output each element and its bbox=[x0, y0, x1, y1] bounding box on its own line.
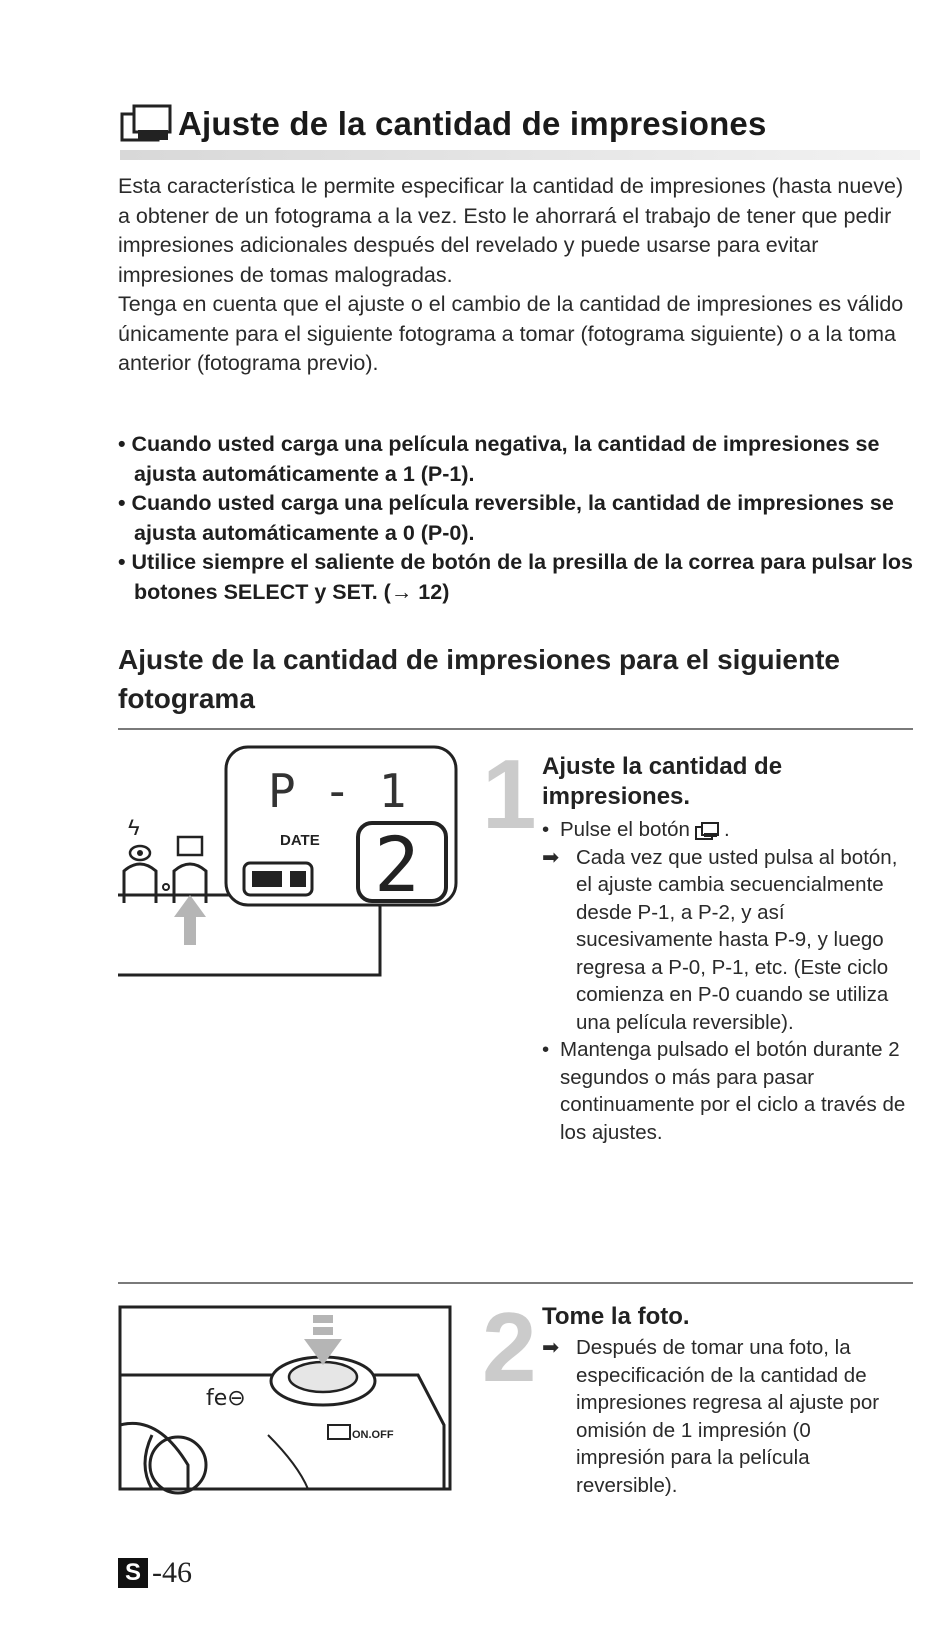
page-number bbox=[118, 1556, 192, 1590]
step-1-item-cycle: ➡ Cada vez que usted pulsa al botón, el ajuste cambia secuencialmente desde P-1, a P-2, y así sucesivamente hasta P-9, y luego regresa a P-0, P-1, etc. (Este ciclo comienza en P-0 cuando se utiliza una película reversible). bbox=[542, 845, 898, 1034]
press-arrow-icon bbox=[174, 895, 206, 945]
note-reversible-film: • Cuando usted carga una película reversible, la cantidad de impresiones se ajusta automáticamente a 0 (P-0). bbox=[118, 489, 918, 548]
page-title: Ajuste de la cantidad de impresiones bbox=[178, 105, 767, 142]
lcd-count: 2 bbox=[374, 820, 420, 909]
section-rule-1 bbox=[118, 728, 913, 730]
intro-paragraph-2: Tenga en cuenta que el ajuste o el cambio de la cantidad de impresiones es válido únicamente para el siguiente fotograma a tomar (fotograma siguiente) o a la toma anterior (fotograma previo). bbox=[118, 292, 904, 375]
lcd-text: P - 1 bbox=[268, 764, 407, 818]
step-1-item-hold: • Mantenga pulsado el botón durante 2 segundos o más para pasar continuamente por el ciclo a través de los ajustes. bbox=[542, 1038, 906, 1144]
print-quantity-icon bbox=[120, 104, 174, 144]
camera-mode-label: fe⊖ bbox=[206, 1386, 246, 1411]
step-2-title: Tome la foto. bbox=[542, 1303, 690, 1330]
page-title-row bbox=[120, 96, 920, 152]
section-heading: Ajuste de la cantidad de impresiones para el siguiente fotograma bbox=[118, 644, 840, 714]
notes-list bbox=[118, 430, 918, 607]
intro-paragraph-1: Esta característica le permite especificar la cantidad de impresiones (hasta nueve) a obtener de un fotograma a la vez. Esto le ahorrará el trabajo de tener que pedir impresiones adicionales después del revelado y puede usarse para evitar impresiones de tomas malogradas. bbox=[118, 174, 904, 287]
title-rule bbox=[120, 150, 920, 160]
step-1-list bbox=[542, 816, 917, 1146]
camera-lcd-illustration bbox=[118, 745, 468, 980]
intro-text bbox=[118, 172, 918, 379]
note-negative-film: • Cuando usted carga una película negativa, la cantidad de impresiones se ajusta automáticamente a 1 (P-1). bbox=[118, 430, 918, 489]
onoff-label: ON.OFF bbox=[352, 1429, 394, 1441]
lcd-date-label: DATE bbox=[280, 832, 320, 849]
section-letter-badge: S bbox=[118, 1558, 148, 1588]
step-1-title: Ajuste la cantidad de impresiones. bbox=[542, 753, 783, 810]
section-rule-2 bbox=[118, 1282, 913, 1284]
step-2-item-reset: ➡ Después de tomar una foto, la especificación de la cantidad de impresiones regresa al ajuste por omisión de 1 impresión (0 impresión para la película reversible). bbox=[542, 1336, 880, 1497]
print-icon-small bbox=[178, 837, 202, 855]
flash-icon: ϟ bbox=[128, 815, 140, 840]
page-number-text: -46 bbox=[152, 1556, 192, 1589]
print-button-icon bbox=[694, 821, 720, 841]
step-number-2: 2 bbox=[482, 1292, 537, 1402]
step-1-item-press: • Pulse el botón . bbox=[542, 818, 730, 841]
step-2-list bbox=[542, 1334, 892, 1499]
step-number-1: 1 bbox=[482, 739, 537, 849]
shutter-arrow-icon bbox=[313, 1315, 333, 1323]
note-strap-button: • Utilice siempre el saliente de botón de la presilla de la correa para pulsar los botones SELECT y SET. (→ 12) bbox=[118, 548, 918, 607]
camera-shutter-illustration bbox=[118, 1305, 458, 1495]
